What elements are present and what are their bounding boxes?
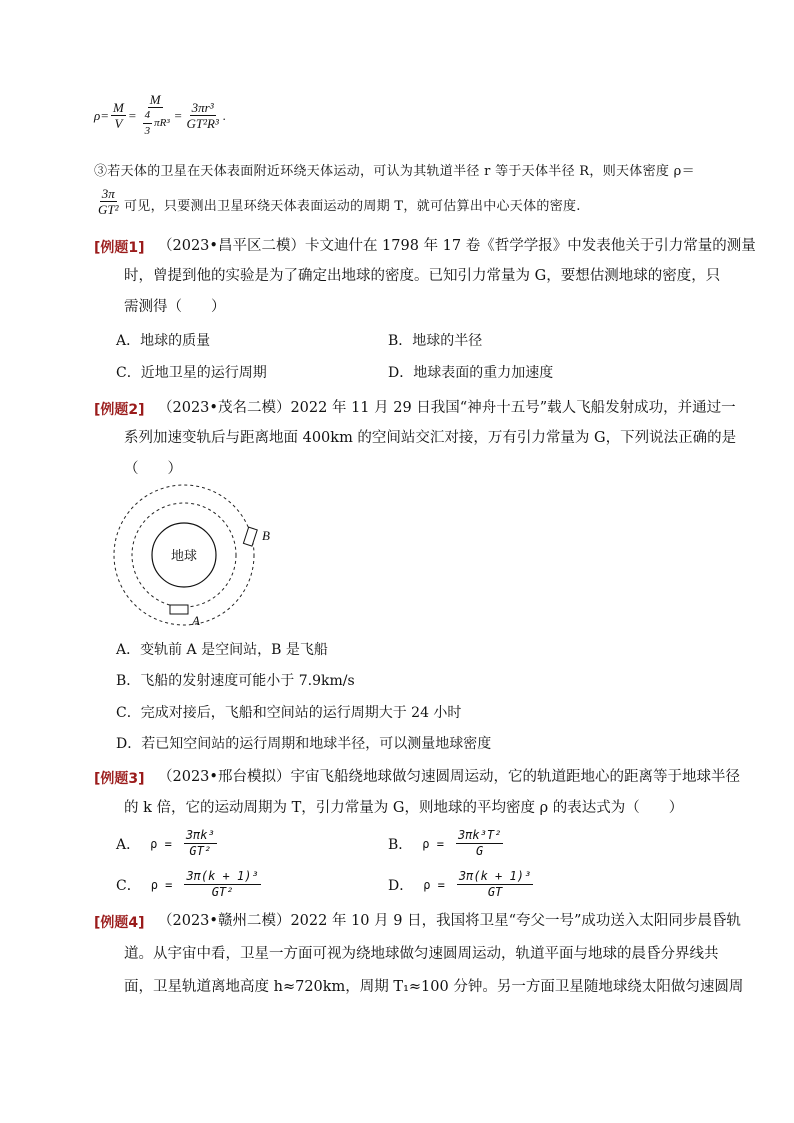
example-3-option-d[interactable]: D． ρ = $\frac{\text{3π(k + 1)³}}{GT}$ [388,869,532,899]
mass-over-sphere-volume: M $\frac{4}{3}$ πR³ [144,92,170,137]
density-result: $\frac{\text{3πr³}}{\text{GT²R³}}$ [186,100,219,131]
density-formula: ρ= $\frac{M}{V}$ = M $\frac{4}{3}$ πR³ = $\frac{\text{3πr³}}{\text{GT²R³}}$ . [94,92,227,137]
orbit-diagram [100,478,280,628]
mass-over-volume: $\frac{M}{V}$ [113,100,124,131]
example-2-option-c[interactable]: C．完成对接后，飞船和空间站的运行周期大于 24 小时 [116,705,462,721]
example-3-line2: 的 k 倍，它的运动周期为 T，引力常量为 G，则地球的平均密度 ρ 的表达式为（ ） [124,800,684,816]
example-3-line1: （2023•邢台模拟）宇宙飞船绕地球做匀速圆周运动，它的轨道距地心的距离等于地球半径 [158,769,740,785]
example-1-line1: （2023•昌平区二模）卡文迪什在 1798 年 17 卷《哲学学报》中发表他关于引力常量的测量 [158,238,756,254]
label-a: A [192,613,200,628]
example-2-option-b[interactable]: B．飞船的发射速度可能小于 7.9km/s [116,673,355,689]
note-3-line1: ③若天体的卫星在天体表面附近环绕天体运动，可认为其轨道半径 r 等于天体半径 R，则天体密度 ρ＝ [94,164,695,179]
example-1-tag: [例题1] [94,240,145,256]
example-2-line1: （2023•茂名二模）2022 年 11 月 29 日我国“神舟十五号”载人飞船发射成功，并通过一 [158,400,736,416]
satellite-b [243,527,257,546]
example-3-option-c[interactable]: C． ρ = $\frac{\text{3π(k + 1)³}}{\text{GT²}}$ [116,869,259,899]
example-1-line2: 时，曾提到他的实验是为了确定出地球的密度。已知引力常量为 G，要想估测地球的密度，只 [124,268,721,284]
example-2-line3: （ ） [124,461,182,477]
note-3-fraction: $\frac{3\pi}{\text{GT²}}$ [98,186,119,217]
example-1-option-b[interactable]: B．地球的半径 [388,333,483,349]
label-b: B [262,528,270,543]
example-1-option-a[interactable]: A．地球的质量 [116,333,211,349]
satellite-a [170,605,188,614]
example-4-line2: 道。从宇宙中看，卫星一方面可视为绕地球做匀速圆周运动，轨道平面与地球的晨昏分界线共 [124,946,719,962]
example-2-line2: 系列加速变轨后与距离地面 400km 的空间站交汇对接，万有引力常量为 G，下列说法正确的是 [124,430,737,446]
note-3-line2: 可见，只要测出卫星环绕天体表面运动的周期 T，就可估算出中心天体的密度. [124,199,581,214]
example-1-option-c[interactable]: C．近地卫星的运行周期 [116,365,267,381]
example-4-line1: （2023•赣州二模）2022 年 10 月 9 日，我国将卫星“夸父一号”成功送入太阳同步晨昏轨 [158,913,741,929]
earth-label: 地球 [170,549,198,564]
example-4-line3: 面，卫星轨道离地高度 h≈720km，周期 T₁≈100 分钟。另一方面卫星随地球绕太阳做匀速圆周 [124,979,744,995]
example-1-option-d[interactable]: D．地球表面的重力加速度 [388,365,554,381]
example-3-option-b[interactable]: B． ρ = $\frac{\text{3πk³T²}}{G}$ [388,828,502,858]
rho-symbol: ρ= [94,107,110,123]
example-1-line3: 需测得（ ） [124,299,226,315]
example-2-option-d[interactable]: D．若已知空间站的运行周期和地球半径，可以测量地球密度 [116,736,492,752]
example-2-option-a[interactable]: A．变轨前 A 是空间站，B 是飞船 [116,642,328,658]
example-3-tag: [例题3] [94,771,145,787]
example-4-tag: [例题4] [94,915,145,931]
example-2-tag: [例题2] [94,402,145,418]
example-3-option-a[interactable]: A． ρ = $\frac{\text{3πk³}}{\text{GT²}}$ [116,828,215,858]
